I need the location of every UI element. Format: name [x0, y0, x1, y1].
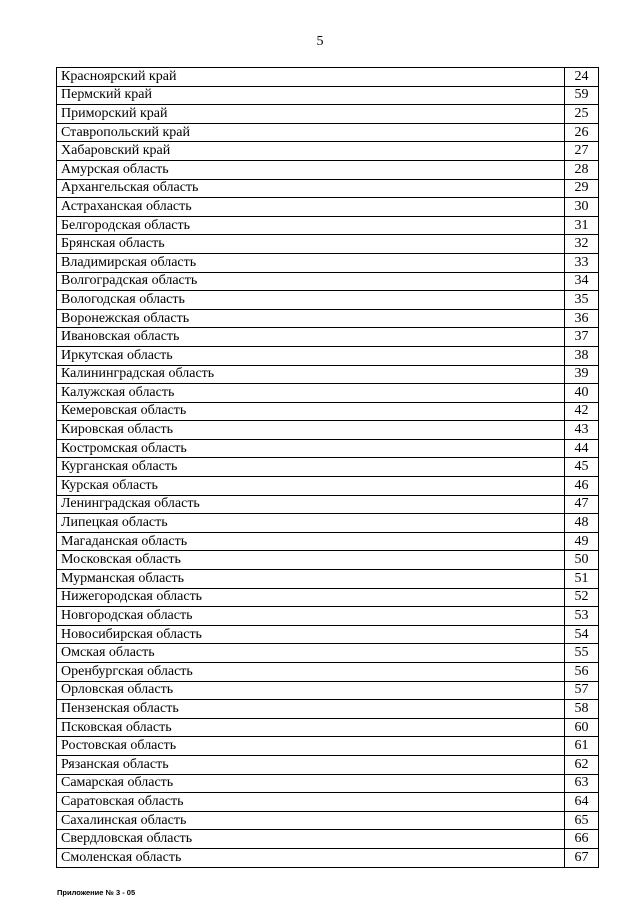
table-row: [57, 68, 599, 87]
table-row: [57, 216, 599, 235]
table-row: [57, 142, 599, 161]
table-row: [57, 607, 599, 626]
region-name-cell: Смоленская область: [57, 848, 565, 867]
region-name-cell: Калининградская область: [57, 365, 565, 384]
region-name-cell: Ленинградская область: [57, 495, 565, 514]
region-code-cell: 46: [565, 477, 599, 496]
region-code-cell: 42: [565, 402, 599, 421]
region-code-cell: 62: [565, 755, 599, 774]
region-code-cell: 60: [565, 718, 599, 737]
region-name-cell: Ростовская область: [57, 737, 565, 756]
region-code-cell: 27: [565, 142, 599, 161]
region-code-cell: 59: [565, 86, 599, 105]
table-row: [57, 737, 599, 756]
region-name-cell: Брянская область: [57, 235, 565, 254]
region-code-cell: 32: [565, 235, 599, 254]
region-name-cell: Магаданская область: [57, 532, 565, 551]
regions-table: [56, 67, 599, 868]
table-row: [57, 700, 599, 719]
table-row: [57, 458, 599, 477]
region-name-cell: Омская область: [57, 644, 565, 663]
region-code-cell: 65: [565, 811, 599, 830]
region-code-cell: 31: [565, 216, 599, 235]
table-row: [57, 272, 599, 291]
region-name-cell: Самарская область: [57, 774, 565, 793]
region-code-cell: 61: [565, 737, 599, 756]
region-name-cell: Рязанская область: [57, 755, 565, 774]
region-code-cell: 25: [565, 105, 599, 124]
region-name-cell: Хабаровский край: [57, 142, 565, 161]
region-name-cell: Оренбургская область: [57, 663, 565, 682]
region-code-cell: 40: [565, 384, 599, 403]
region-name-cell: Красноярский край: [57, 68, 565, 87]
region-code-cell: 35: [565, 291, 599, 310]
table-row: [57, 681, 599, 700]
table-row: [57, 291, 599, 310]
region-name-cell: Свердловская область: [57, 830, 565, 849]
region-code-cell: 38: [565, 346, 599, 365]
region-name-cell: Белгородская область: [57, 216, 565, 235]
region-name-cell: Кировская область: [57, 421, 565, 440]
table-row: [57, 495, 599, 514]
region-name-cell: Архангельская область: [57, 179, 565, 198]
region-code-cell: 49: [565, 532, 599, 551]
region-code-cell: 53: [565, 607, 599, 626]
table-row: [57, 421, 599, 440]
region-code-cell: 56: [565, 663, 599, 682]
table-row: [57, 384, 599, 403]
region-name-cell: Кемеровская область: [57, 402, 565, 421]
region-code-cell: 34: [565, 272, 599, 291]
table-row: [57, 309, 599, 328]
table-row: [57, 439, 599, 458]
page-number: 5: [316, 34, 324, 49]
table-row: [57, 570, 599, 589]
table-row: [57, 346, 599, 365]
table-row: [57, 811, 599, 830]
table-row: [57, 532, 599, 551]
region-name-cell: Астраханская область: [57, 198, 565, 217]
region-name-cell: Нижегородская область: [57, 588, 565, 607]
table-row: [57, 830, 599, 849]
region-code-cell: 55: [565, 644, 599, 663]
region-name-cell: Новосибирская область: [57, 625, 565, 644]
table-row: [57, 235, 599, 254]
table-row: [57, 663, 599, 682]
table-row: [57, 179, 599, 198]
table-row: [57, 365, 599, 384]
table-row: [57, 588, 599, 607]
table-row: [57, 551, 599, 570]
table-row: [57, 625, 599, 644]
table-row: [57, 198, 599, 217]
region-name-cell: Новгородская область: [57, 607, 565, 626]
region-name-cell: Пензенская область: [57, 700, 565, 719]
region-name-cell: Ивановская область: [57, 328, 565, 347]
region-code-cell: 36: [565, 309, 599, 328]
region-name-cell: Владимирская область: [57, 253, 565, 272]
table-row: [57, 105, 599, 124]
region-code-cell: 43: [565, 421, 599, 440]
table-row: [57, 328, 599, 347]
region-name-cell: Курская область: [57, 477, 565, 496]
table-row: [57, 755, 599, 774]
region-name-cell: Ставропольский край: [57, 123, 565, 142]
table-row: [57, 718, 599, 737]
region-name-cell: Московская область: [57, 551, 565, 570]
region-code-cell: 63: [565, 774, 599, 793]
region-code-cell: 66: [565, 830, 599, 849]
table-row: [57, 160, 599, 179]
region-code-cell: 39: [565, 365, 599, 384]
region-name-cell: Вологодская область: [57, 291, 565, 310]
footer-appendix-label: Приложение № 3 - 05: [57, 888, 136, 897]
table-row: [57, 123, 599, 142]
region-code-cell: 28: [565, 160, 599, 179]
region-code-cell: 37: [565, 328, 599, 347]
region-code-cell: 44: [565, 439, 599, 458]
region-code-cell: 57: [565, 681, 599, 700]
region-name-cell: Липецкая область: [57, 514, 565, 533]
table-row: [57, 253, 599, 272]
table-row: [57, 848, 599, 867]
region-code-cell: 45: [565, 458, 599, 477]
region-name-cell: Воронежская область: [57, 309, 565, 328]
table-row: [57, 86, 599, 105]
region-name-cell: Пермский край: [57, 86, 565, 105]
regions-table-body: [57, 68, 599, 868]
region-code-cell: 48: [565, 514, 599, 533]
region-name-cell: Иркутская область: [57, 346, 565, 365]
region-code-cell: 54: [565, 625, 599, 644]
region-code-cell: 29: [565, 179, 599, 198]
region-code-cell: 52: [565, 588, 599, 607]
table-row: [57, 514, 599, 533]
region-name-cell: Амурская область: [57, 160, 565, 179]
region-name-cell: Мурманская область: [57, 570, 565, 589]
region-code-cell: 67: [565, 848, 599, 867]
region-code-cell: 33: [565, 253, 599, 272]
region-name-cell: Калужская область: [57, 384, 565, 403]
table-row: [57, 477, 599, 496]
region-name-cell: Курганская область: [57, 458, 565, 477]
region-code-cell: 47: [565, 495, 599, 514]
region-code-cell: 64: [565, 793, 599, 812]
table-row: [57, 644, 599, 663]
region-name-cell: Костромская область: [57, 439, 565, 458]
region-name-cell: Сахалинская область: [57, 811, 565, 830]
region-name-cell: Саратовская область: [57, 793, 565, 812]
region-name-cell: Приморский край: [57, 105, 565, 124]
table-row: [57, 774, 599, 793]
region-name-cell: Волгоградская область: [57, 272, 565, 291]
region-code-cell: 24: [565, 68, 599, 87]
table-row: [57, 793, 599, 812]
region-name-cell: Орловская область: [57, 681, 565, 700]
region-code-cell: 51: [565, 570, 599, 589]
region-code-cell: 58: [565, 700, 599, 719]
region-code-cell: 50: [565, 551, 599, 570]
region-code-cell: 26: [565, 123, 599, 142]
region-name-cell: Псковская область: [57, 718, 565, 737]
region-code-cell: 30: [565, 198, 599, 217]
table-row: [57, 402, 599, 421]
